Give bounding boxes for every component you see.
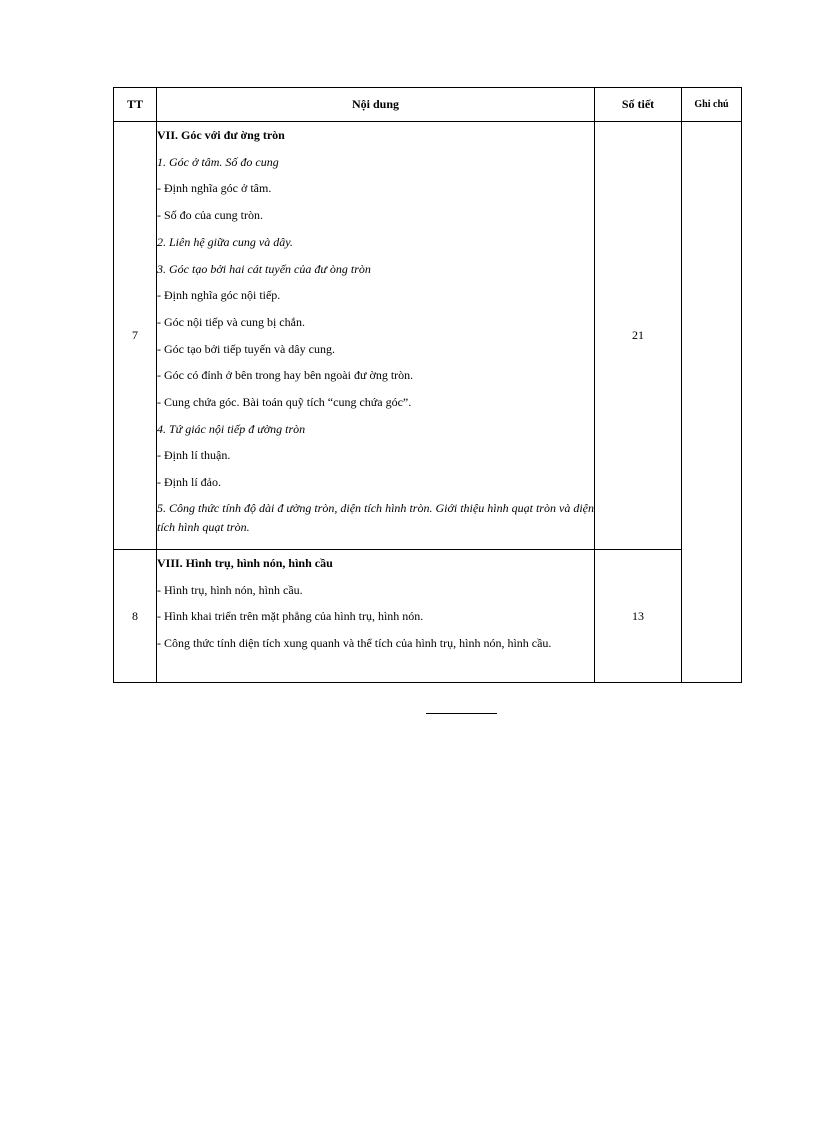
content-line: - Hình trụ, hình nón, hình cầu. — [157, 582, 303, 597]
section-heading: 5. Công thức tính độ dài đ ường tròn, diện tích hình tròn. Giới thiệu hình quạt tròn và diện tích hình quạt tròn. — [157, 500, 594, 534]
section-heading: 1. Góc ở tâm. Số đo cung — [157, 154, 279, 169]
content-line: - Định nghĩa góc nội tiếp. — [157, 288, 281, 303]
header-content: Nội dung — [157, 88, 595, 122]
content-line: - Hình khai triển trên mặt phẳng của hình trụ, hình nón. — [157, 609, 424, 623]
content-line: - Định lí đảo. — [157, 475, 221, 490]
row-number: 8 — [114, 550, 157, 683]
chapter-heading: VII. Góc với đư ờng tròn — [157, 128, 285, 142]
content-cell — [157, 122, 595, 550]
header-periods: Số tiết — [595, 88, 682, 122]
curriculum-table — [113, 87, 742, 683]
section-heading: 4. Tứ giác nội tiếp đ ường tròn — [157, 421, 306, 436]
note-cell — [682, 122, 742, 683]
content-line: - Góc tạo bởi tiếp tuyến và dây cung. — [157, 341, 335, 356]
content-cell — [157, 550, 595, 683]
content-line: - Định nghĩa góc ở tâm. — [157, 181, 272, 196]
content-line: - Công thức tính diện tích xung quanh và thể tích của hình trụ, hình nón, hình cầu. — [157, 635, 552, 650]
end-divider — [426, 713, 497, 714]
content-line: - Cung chứa góc. Bài toán quỹ tích “cung chứa góc”. — [157, 395, 412, 410]
periods-cell: 21 — [595, 122, 682, 550]
periods-cell: 13 — [595, 550, 682, 683]
row-number: 7 — [114, 122, 157, 550]
section-heading: 3. Góc tạo bởi hai cát tuyến của đư òng tròn — [157, 261, 371, 276]
header-note: Ghi chú — [682, 88, 742, 122]
section-heading: 2. Liên hệ giữa cung và dây. — [157, 234, 293, 249]
content-line: - Góc nội tiếp và cung bị chắn. — [157, 314, 305, 329]
table-row — [114, 550, 742, 683]
chapter-heading: VIII. Hình trụ, hình nón, hình cầu — [157, 556, 333, 570]
content-line: - Số đo của cung tròn. — [157, 208, 263, 223]
content-line: - Định lí thuận. — [157, 448, 231, 463]
table-row — [114, 122, 742, 550]
content-line: - Góc có đỉnh ở bên trong hay bên ngoài đư ờng tròn. — [157, 368, 414, 383]
table-header-row — [114, 88, 742, 122]
header-tt: TT — [114, 88, 157, 122]
